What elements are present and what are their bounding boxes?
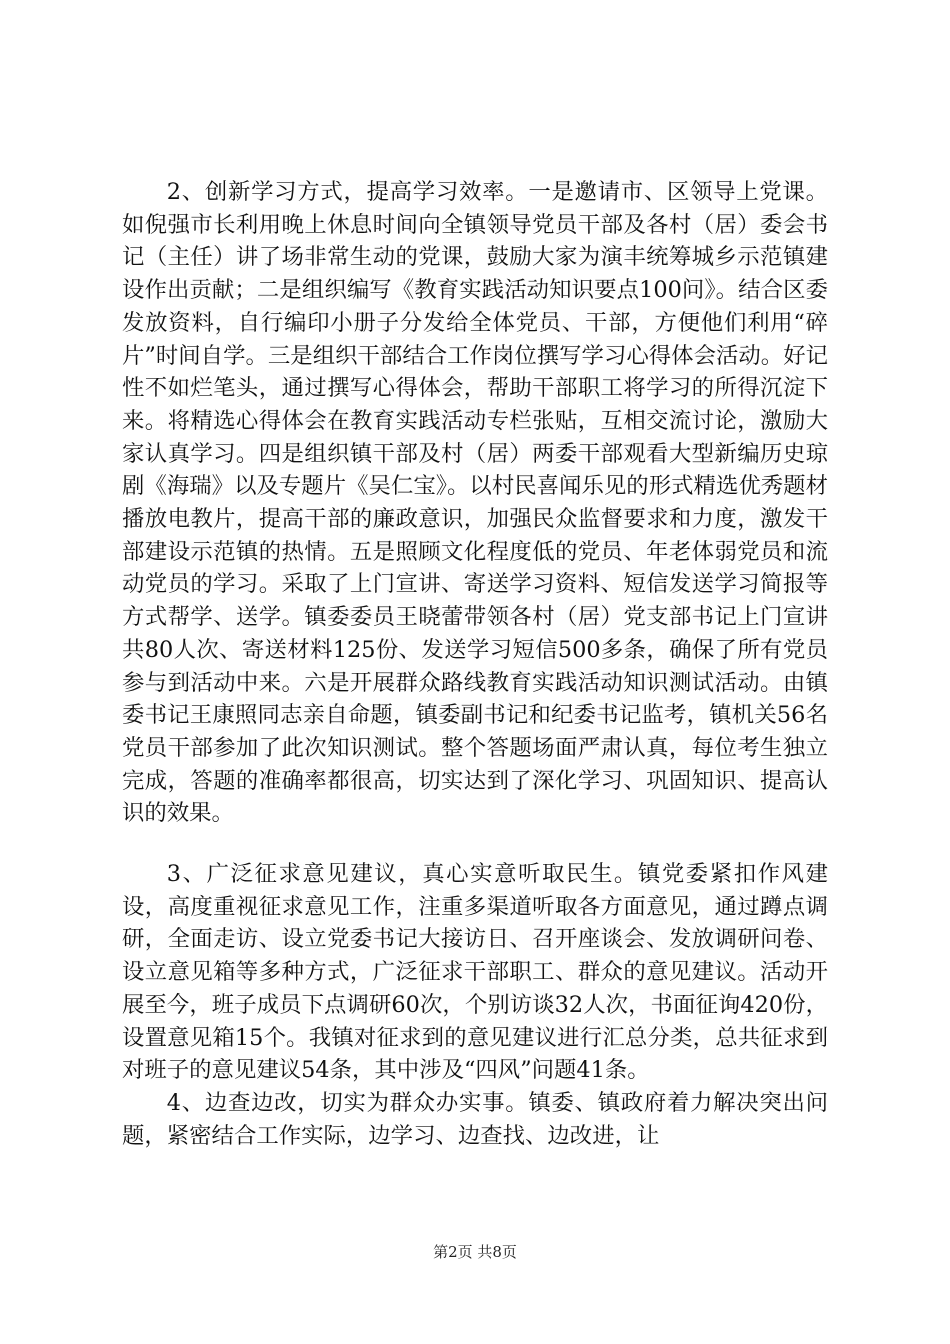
paragraph-study-methods: 2、创新学习方式，提高学习效率。一是邀请市、区领导上党课。如倪强市长利用晚上休息时间向全镇领导党员干部及各村（居）委会书记（主任）讲了场非常生动的党课，鼓励大家为演丰统筹城乡示范镇建设作出贡献；二是组织编写《教育实践活动知识要点100问》。结合区委发放资料，自行编印小册子分发给全体党员、干部，方便他们利用“碎片”时间自学。三是组织干部结合工作岗位撰写学习心得体会活动。好记性不如烂笔头，通过撰写心得体会，帮助干部职工将学习的所得沉淀下来。将精选心得体会在教育实践活动专栏张贴，互相交流讨论，激励大家认真学习。四是组织镇干部及村（居）两委干部观看大型新编历史琼剧《海瑞》以及专题片《吴仁宝》。以村民喜闻乐见的形式精选优秀题材播放电教片，提高干部的廉政意识，加强民众监督要求和力度，激发干部建设示范镇的热情。五是照顾文化程度低的党员、年老体弱党员和流动党员的学习。采取了上门宣讲、寄送学习资料、短信发送学习简报等方式帮学、送学。镇委委员王晓蕾带领各村（居）党支部书记上门宣讲共80人次、寄送材料125份、发送学习短信500多条，确保了所有党员参与到活动中来。六是开展群众路线教育实践活动知识测试活动。由镇委书记王康照同志亲自命题，镇委副书记和纪委书记监考，镇机关56名党员干部参加了此次知识测试。整个答题场面严肃认真，每位考生独立完成，答题的准确率都很高，切实达到了深化学习、巩固知识、提高认识的效果。 (122, 179, 828, 827)
page-number-footer: 第2页 共8页 (433, 1243, 517, 1261)
paragraph-check-and-correct: 4、边查边改，切实为群众办实事。镇委、镇政府着力解决突出问题，紧密结合工作实际，边学习、边查找、边改进，让 (122, 1089, 828, 1149)
document-body (122, 176, 828, 1152)
paragraph-solicit-opinions: 3、广泛征求意见建议，真心实意听取民生。镇党委紧扣作风建设，高度重视征求意见工作，注重多渠道听取各方面意见，通过蹲点调研，全面走访、设立党委书记大接访日、召开座谈会、发放调研问卷、设立意见箱等多种方式，广泛征求干部职工、群众的意见建议。活动开展至今，班子成员下点调研60次，个别访谈32人次，书面征询420份，设置意见箱15个。我镇对征求到的意见建议进行汇总分类，总共征求到对班子的意见建议54条，其中涉及“四风”问题41条。 (122, 861, 828, 1084)
